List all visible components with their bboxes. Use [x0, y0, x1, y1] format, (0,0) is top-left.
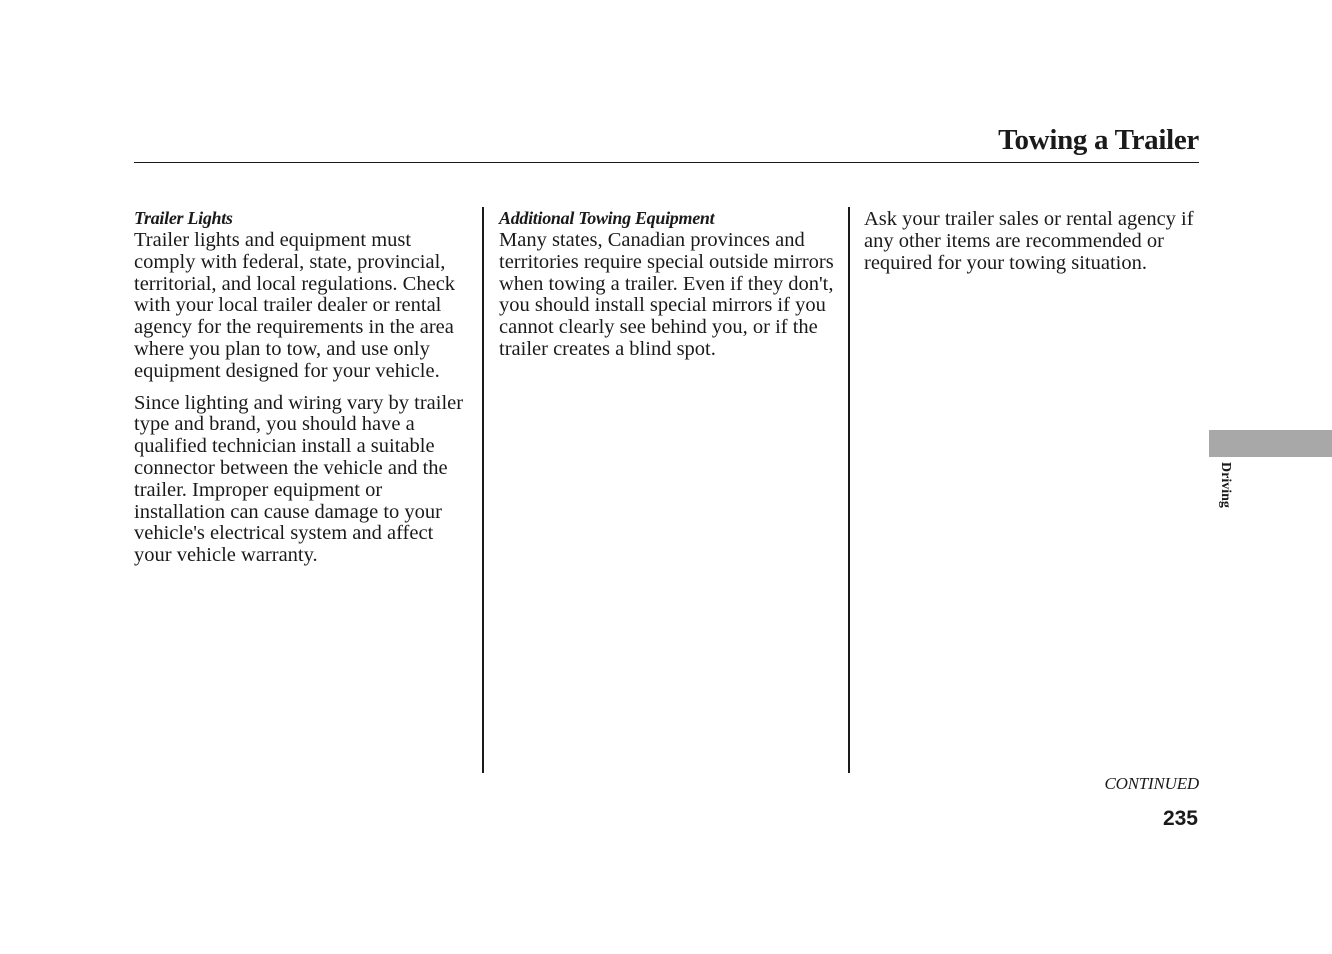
paragraph: Ask your trailer sales or rental agency if any other items are recommended or required for your towing situation.	[864, 208, 1194, 274]
page-title: Towing a Trailer	[998, 124, 1199, 156]
subheading-additional-towing-equipment: Additional Towing Equipment	[499, 208, 715, 228]
continued-label: CONTINUED	[1104, 774, 1199, 793]
column-other-items	[864, 209, 1194, 284]
paragraph: Trailer lights and equipment must comply with federal, state, provincial, territorial, and local regulations. Check with your local trailer dealer or rental agency for the requirements in the area where you plan to tow, and use only equipment designed for your vehicle.	[134, 229, 456, 382]
title-rule	[134, 162, 1199, 163]
page-number: 235	[1162, 807, 1198, 830]
section-tab	[1209, 430, 1332, 457]
section-tab-label: Driving	[1218, 462, 1233, 508]
subheading-trailer-lights: Trailer Lights	[134, 208, 233, 228]
column-divider	[848, 207, 850, 773]
column-additional-towing-equipment	[499, 207, 844, 371]
column-divider	[482, 207, 484, 773]
column-trailer-lights	[134, 207, 474, 577]
paragraph: Since lighting and wiring vary by trailer type and brand, you should have a qualified technician install a suitable connector between the vehicle and the trailer. Improper equipment or installation can cause damage to your vehicle's electrical system and affect your vehicle warranty.	[134, 391, 464, 567]
paragraph: Many states, Canadian provinces and territories require special outside mirrors when towing a trailer. Even if they don't, you should install special mirrors if you cannot clearly see behind you, or if the trailer creates a blind spot.	[499, 229, 834, 360]
